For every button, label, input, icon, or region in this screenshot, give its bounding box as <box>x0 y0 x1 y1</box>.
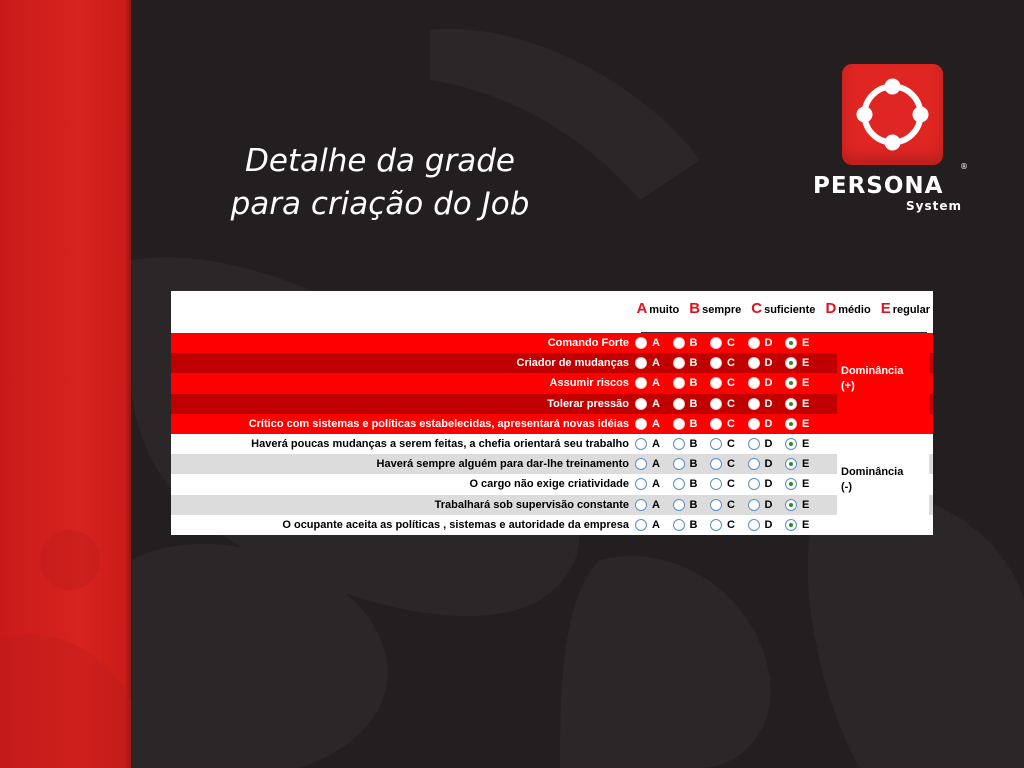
option-a[interactable] <box>635 458 673 470</box>
legend-letter: C <box>751 300 763 317</box>
option-a[interactable] <box>635 438 673 450</box>
option-e[interactable] <box>785 519 823 531</box>
radio-button[interactable] <box>748 337 760 349</box>
radio-button[interactable] <box>673 418 685 430</box>
group-label-line: Dominância <box>841 466 904 478</box>
group-label-dominancia-minus <box>837 434 929 535</box>
option-c[interactable] <box>710 377 748 389</box>
option-e[interactable] <box>785 398 823 410</box>
option-letter: C <box>727 357 735 370</box>
row-options <box>633 438 845 450</box>
option-letter: B <box>689 438 698 451</box>
option-c[interactable] <box>710 438 748 450</box>
option-e[interactable] <box>785 458 823 470</box>
radio-button[interactable] <box>673 458 685 470</box>
row-label: O ocupante aceita as políticas , sistemas e autoridade da empresa <box>282 518 629 531</box>
option-d[interactable] <box>748 357 786 369</box>
option-letter: A <box>652 478 660 491</box>
grid-row <box>171 353 933 373</box>
option-d[interactable] <box>748 377 786 389</box>
option-b[interactable] <box>673 357 711 369</box>
grid-row <box>171 394 933 414</box>
radio-button[interactable] <box>710 458 722 470</box>
radio-button[interactable] <box>710 478 722 490</box>
group-label-sign: (-) <box>841 481 852 493</box>
option-letter: A <box>652 417 660 430</box>
legend-label: sempre <box>702 304 742 316</box>
option-b[interactable] <box>673 438 711 450</box>
option-d[interactable] <box>748 398 786 410</box>
radio-button[interactable] <box>635 458 647 470</box>
legend-letter: E <box>880 300 891 317</box>
radio-button[interactable] <box>748 418 760 430</box>
radio-button[interactable] <box>673 499 685 511</box>
radio-button[interactable] <box>710 418 722 430</box>
option-letter: C <box>727 518 735 531</box>
persona-logo <box>807 62 977 222</box>
legend-letter: A <box>636 300 648 317</box>
grid-row <box>171 333 933 353</box>
radio-button[interactable] <box>710 398 722 410</box>
option-e[interactable] <box>785 357 823 369</box>
option-letter: D <box>764 498 773 511</box>
option-letter: E <box>802 397 810 410</box>
radio-button[interactable] <box>673 337 685 349</box>
radio-button[interactable] <box>635 499 647 511</box>
option-letter: C <box>727 417 735 430</box>
option-letter: C <box>727 498 735 511</box>
legend-letter: D <box>825 300 837 317</box>
radio-button[interactable] <box>785 458 797 470</box>
option-letter: A <box>652 397 660 410</box>
radio-button[interactable] <box>785 499 797 511</box>
title-line-2: para criação do Job <box>230 186 530 222</box>
radio-button[interactable] <box>785 478 797 490</box>
radio-button[interactable] <box>673 357 685 369</box>
option-b[interactable] <box>673 418 711 430</box>
option-a[interactable] <box>635 519 673 531</box>
radio-button[interactable] <box>673 438 685 450</box>
option-b[interactable] <box>673 458 711 470</box>
row-options <box>633 458 845 470</box>
option-letter: C <box>727 438 735 451</box>
row-label: Comando Forte <box>547 337 629 350</box>
radio-button[interactable] <box>748 398 760 410</box>
grid-row <box>171 454 933 474</box>
row-options <box>633 418 845 430</box>
grid-row <box>171 495 933 515</box>
option-letter: E <box>802 337 810 350</box>
radio-button[interactable] <box>635 398 647 410</box>
option-letter: B <box>689 397 698 410</box>
option-e[interactable] <box>785 337 823 349</box>
registered-mark: ® <box>960 162 968 171</box>
option-e[interactable] <box>785 377 823 389</box>
radio-button[interactable] <box>710 357 722 369</box>
radio-button[interactable] <box>748 377 760 389</box>
legend-item <box>825 300 870 317</box>
radio-button[interactable] <box>710 438 722 450</box>
legend-item <box>689 300 741 317</box>
option-letter: E <box>802 478 810 491</box>
radio-button[interactable] <box>748 478 760 490</box>
option-c[interactable] <box>710 337 748 349</box>
option-letter: E <box>802 498 810 511</box>
option-b[interactable] <box>673 337 711 349</box>
row-options <box>633 337 845 349</box>
option-e[interactable] <box>785 478 823 490</box>
row-options <box>633 478 845 490</box>
radio-button[interactable] <box>710 337 722 349</box>
option-b[interactable] <box>673 499 711 511</box>
group-label-line: Dominância <box>841 365 904 377</box>
row-options <box>633 357 845 369</box>
option-letter: B <box>689 518 698 531</box>
title-line-1: Detalhe da grade <box>245 143 515 179</box>
option-c[interactable] <box>710 418 748 430</box>
option-b[interactable] <box>673 519 711 531</box>
job-grid-panel <box>171 291 933 535</box>
radio-button[interactable] <box>635 337 647 349</box>
radio-button[interactable] <box>710 519 722 531</box>
option-letter: A <box>652 498 660 511</box>
option-letter: E <box>802 518 810 531</box>
row-options <box>633 398 845 410</box>
option-letter: B <box>689 458 698 471</box>
radio-button[interactable] <box>785 377 797 389</box>
grid-row <box>171 474 933 494</box>
radio-button[interactable] <box>635 478 647 490</box>
option-letter: D <box>764 458 773 471</box>
row-options <box>633 377 845 389</box>
option-letter: C <box>727 337 735 350</box>
row-label: Trabalhará sob supervisão constante <box>434 498 629 511</box>
option-letter: B <box>689 498 698 511</box>
option-letter: A <box>652 377 660 390</box>
row-label: O cargo não exige criatividade <box>469 478 629 491</box>
radio-button[interactable] <box>635 377 647 389</box>
radio-button[interactable] <box>635 438 647 450</box>
option-letter: E <box>802 357 810 370</box>
option-letter: E <box>802 417 810 430</box>
option-a[interactable] <box>635 478 673 490</box>
option-letter: C <box>727 458 735 471</box>
option-a[interactable] <box>635 398 673 410</box>
grid-row <box>171 434 933 454</box>
option-c[interactable] <box>710 458 748 470</box>
logo-wordmark: PERSONA <box>813 173 944 199</box>
persona-logo-icon <box>842 64 943 165</box>
option-letter: C <box>727 397 735 410</box>
radio-button[interactable] <box>673 398 685 410</box>
option-letter: B <box>689 337 698 350</box>
group-label-sign: (+) <box>841 380 855 392</box>
option-letter: A <box>652 337 660 350</box>
slide-title <box>190 140 570 226</box>
option-letter: B <box>689 417 698 430</box>
radio-button[interactable] <box>673 377 685 389</box>
option-d[interactable] <box>748 438 786 450</box>
grid-row <box>171 414 933 434</box>
radio-button[interactable] <box>748 519 760 531</box>
row-options <box>633 499 845 511</box>
radio-button[interactable] <box>673 519 685 531</box>
option-letter: D <box>764 357 773 370</box>
option-b[interactable] <box>673 398 711 410</box>
option-a[interactable] <box>635 418 673 430</box>
option-letter: E <box>802 458 810 471</box>
legend-label: médio <box>838 304 871 316</box>
option-b[interactable] <box>673 377 711 389</box>
row-label: Haverá poucas mudanças a serem feitas, a chefia orientará seu trabalho <box>251 438 629 451</box>
option-letter: A <box>652 357 660 370</box>
option-letter: B <box>689 478 698 491</box>
option-letter: D <box>764 438 773 451</box>
row-label: Haverá sempre alguém para dar-lhe treinamento <box>376 458 629 471</box>
legend-item <box>636 300 679 317</box>
option-letter: C <box>727 478 735 491</box>
option-letter: B <box>689 357 698 370</box>
option-letter: A <box>652 458 660 471</box>
option-a[interactable] <box>635 337 673 349</box>
radio-button[interactable] <box>785 418 797 430</box>
radio-button[interactable] <box>748 357 760 369</box>
radio-button[interactable] <box>748 499 760 511</box>
radio-button[interactable] <box>635 519 647 531</box>
option-d[interactable] <box>748 458 786 470</box>
option-d[interactable] <box>748 418 786 430</box>
option-letter: D <box>764 478 773 491</box>
group-label-dominancia-plus <box>837 333 929 434</box>
option-a[interactable] <box>635 357 673 369</box>
option-letter: D <box>764 518 773 531</box>
legend-label: suficiente <box>764 304 816 316</box>
option-b[interactable] <box>673 478 711 490</box>
legend-item <box>881 300 930 317</box>
radio-button[interactable] <box>635 418 647 430</box>
legend-label: regular <box>892 304 930 316</box>
row-label: Assumir riscos <box>549 377 629 390</box>
row-label: Crítico com sistemas e políticas estabelecidas, apresentará novas idéias <box>248 417 629 430</box>
radio-button[interactable] <box>785 438 797 450</box>
radio-button[interactable] <box>635 357 647 369</box>
option-e[interactable] <box>785 438 823 450</box>
grid-row <box>171 515 933 535</box>
option-letter: D <box>764 397 773 410</box>
option-letter: A <box>652 518 660 531</box>
option-letter: B <box>689 377 698 390</box>
option-c[interactable] <box>710 357 748 369</box>
option-c[interactable] <box>710 398 748 410</box>
radio-button[interactable] <box>785 519 797 531</box>
grid-rows <box>171 333 933 535</box>
option-d[interactable] <box>748 478 786 490</box>
logo-subtitle: System <box>906 199 962 213</box>
radio-button[interactable] <box>710 499 722 511</box>
option-e[interactable] <box>785 499 823 511</box>
option-letter: D <box>764 377 773 390</box>
radio-button[interactable] <box>748 438 760 450</box>
option-letter: C <box>727 377 735 390</box>
option-letter: E <box>802 438 810 451</box>
option-letter: E <box>802 377 810 390</box>
option-letter: D <box>764 417 773 430</box>
radio-button[interactable] <box>785 337 797 349</box>
option-c[interactable] <box>710 519 748 531</box>
radio-button[interactable] <box>785 398 797 410</box>
option-letter: D <box>764 337 773 350</box>
legend-label: muito <box>649 304 680 316</box>
radio-button[interactable] <box>748 458 760 470</box>
grid-row <box>171 373 933 393</box>
option-d[interactable] <box>748 519 786 531</box>
radio-button[interactable] <box>710 377 722 389</box>
option-d[interactable] <box>748 499 786 511</box>
option-e[interactable] <box>785 418 823 430</box>
option-c[interactable] <box>710 478 748 490</box>
option-d[interactable] <box>748 337 786 349</box>
legend <box>636 300 930 320</box>
row-label: Criador de mudanças <box>516 357 629 370</box>
radio-button[interactable] <box>785 357 797 369</box>
radio-button[interactable] <box>673 478 685 490</box>
option-a[interactable] <box>635 499 673 511</box>
option-letter: A <box>652 438 660 451</box>
row-options <box>633 519 845 531</box>
legend-item <box>751 300 815 317</box>
option-c[interactable] <box>710 499 748 511</box>
option-a[interactable] <box>635 377 673 389</box>
row-label: Tolerar pressão <box>547 397 629 410</box>
legend-letter: B <box>689 300 701 317</box>
